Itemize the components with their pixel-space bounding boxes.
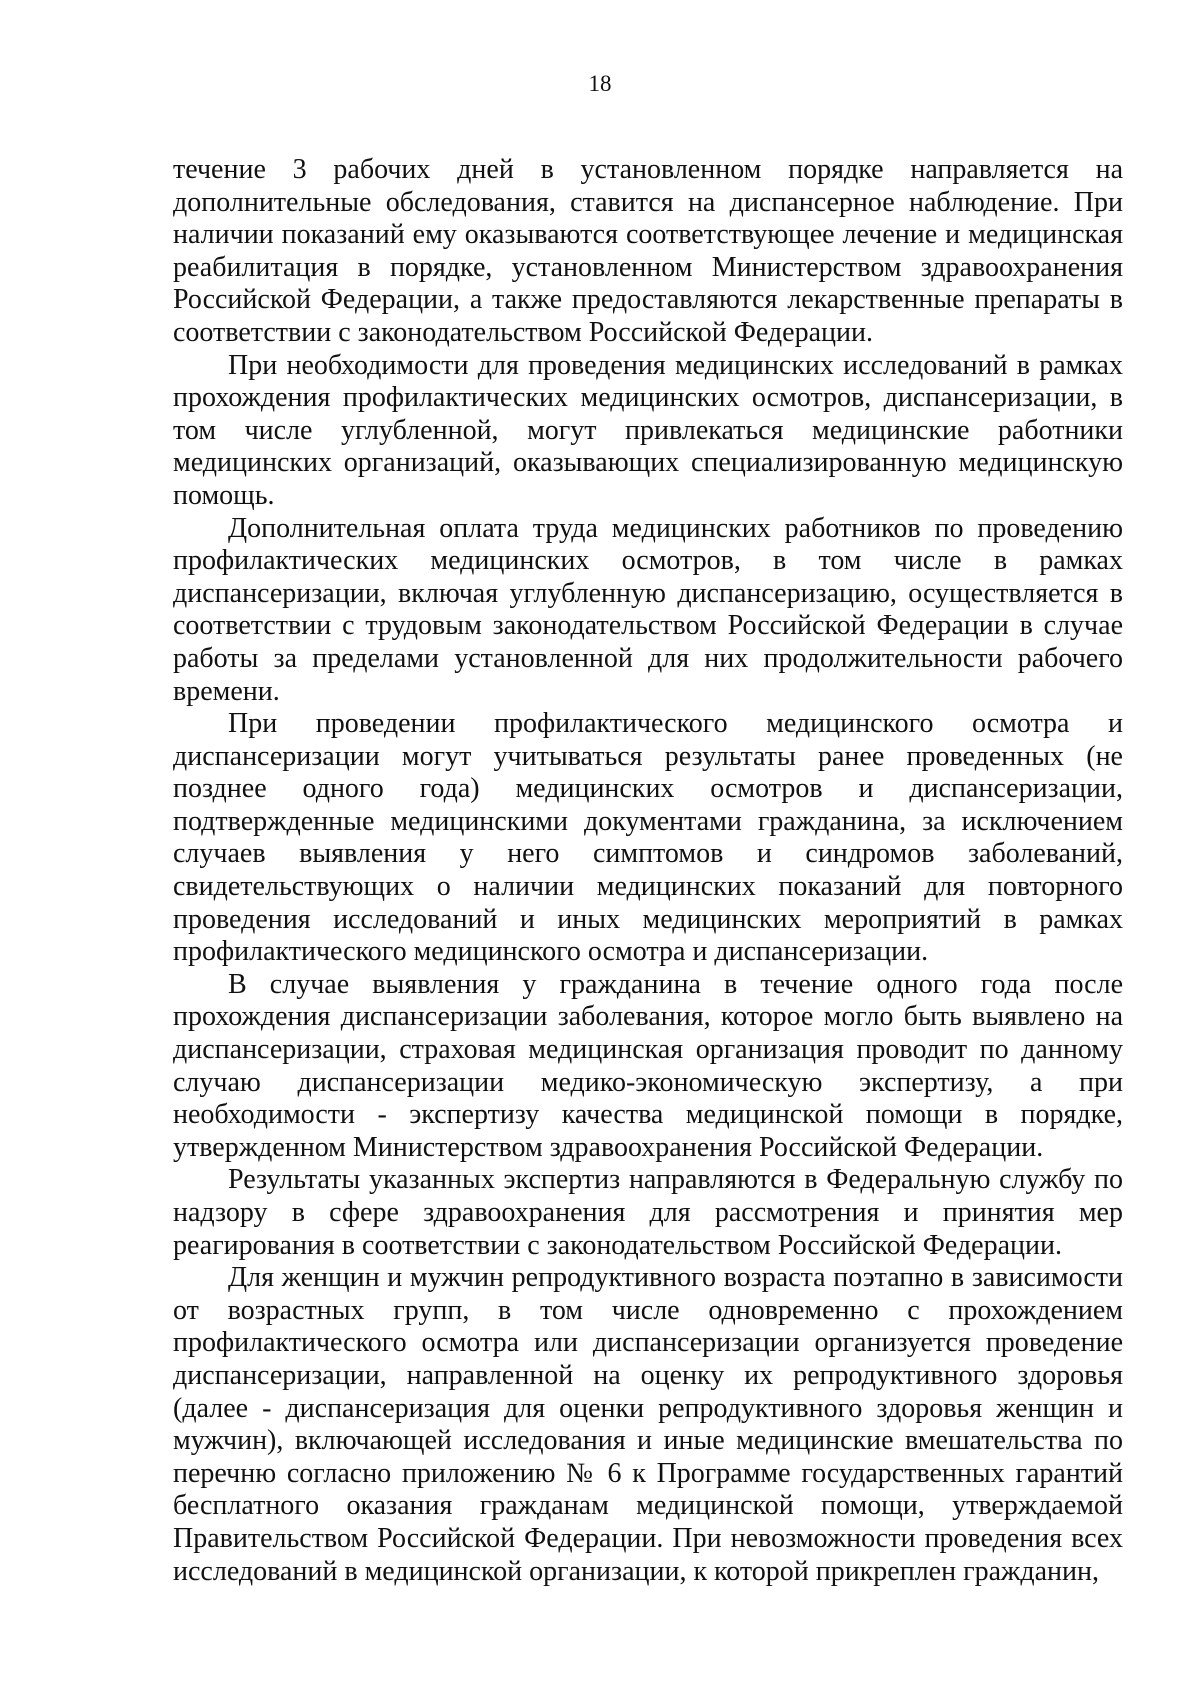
paragraph: В случае выявления у гражданина в течение одного года после прохождения диспансеризации заболевания, которое могло быть выявлено на диспансеризации, страховая медицинская организация проводит по данному случаю диспансеризации медико-экономическую экспертизу, а при необходимости - экспертизу качества медицинской помощи в порядке, утвержденном Министерством здравоохранения Российской Федерации. [173,968,1123,1163]
paragraph: При необходимости для проведения медицинских исследований в рамках прохождения профилактических медицинских осмотров, диспансеризации, в том числе углубленной, могут привлекаться медицинские работники медицинских организаций, оказывающих специализированную медицинскую помощь. [173,349,1123,511]
paragraph: При проведении профилактического медицинского осмотра и диспансеризации могут учитываться результаты ранее проведенных (не позднее одного года) медицинских осмотров и диспансеризации, подтвержденные медицинскими документами гражданина, за исключением случаев выявления у него симптомов и синдромов заболеваний, свидетельствующих о наличии медицинских показаний для повторного проведения исследований и иных медицинских мероприятий в рамках профилактического медицинского осмотра и диспансеризации. [173,708,1123,968]
paragraph: Для женщин и мужчин репродуктивного возраста поэтапно в зависимости от возрастных групп, в том числе одновременно с прохождением профилактического осмотра или диспансеризации организуется проведение диспансеризации, направленной на оценку их репродуктивного здоровья (далее - диспансеризация для оценки репродуктивного здоровья женщин и мужчин), включающей исследования и иные медицинские вмешательства по перечню согласно приложению № 6 к Программе государственных гарантий бесплатного оказания гражданам медицинской помощи, утверждаемой Правительством Российской Федерации. При невозможности проведения всех исследований в медицинской организации, к которой прикреплен гражданин, [173,1262,1123,1587]
paragraph-continued: течение 3 рабочих дней в установленном порядке направляется на дополнительные обследования, ставится на диспансерное наблюдение. При наличии показаний ему оказываются соответствующее лечение и медицинская реабилитация в порядке, установленном Министерством здравоохранения Российской Федерации, а также предоставляются лекарственные препараты в соответствии с законодательством Российской Федерации. [173,154,1123,348]
page-number: 18 [588,71,612,96]
paragraph: Дополнительная оплата труда медицинских работников по проведению профилактических медицинских осмотров, в том числе в рамках диспансеризации, включая углубленную диспансеризацию, осуществляется в соответствии с трудовым законодательством Российской Федерации в случае работы за пределами установленной для них продолжительности рабочего времени. [173,512,1123,707]
document-body [173,154,1123,1588]
paragraph: Результаты указанных экспертиз направляются в Федеральную службу по надзору в сфере здравоохранения для рассмотрения и принятия мер реагирования в соответствии с законодательством Российской Федерации. [173,1164,1123,1261]
